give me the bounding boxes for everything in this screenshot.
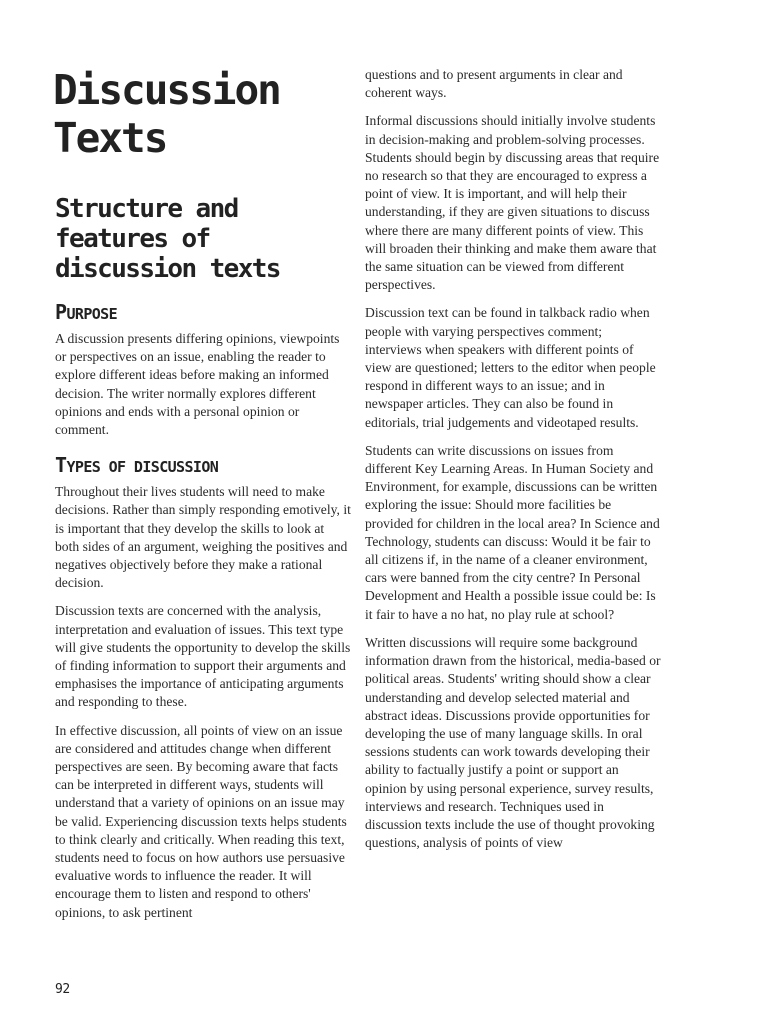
right-paragraph-4: Students can write discussions on issues from different Key Learning Areas. In Human Society and Environment, for example, discussions can be written exploring the issue: Should more facilities be provided for children in the local area? In Science and Technology, students can discuss: Would it be fair to all citizens if, in the name of a cleaner environment, cars were banned from the city centre? In Personal Development and Health a possible issue could be: Is it fair to have a no hat, no play rule at school? bbox=[365, 442, 660, 622]
types-heading bbox=[55, 453, 351, 479]
types-paragraph-1: Throughout their lives students will need to make decisions. Rather than simply responding emotively, it is important that they develop the skills to look at both sides of an argument, weighing the positives and negatives objectively before they make a rational decision. bbox=[55, 484, 351, 591]
chapter-title-line-2: Texts bbox=[53, 114, 167, 162]
right-column bbox=[365, 66, 661, 862]
purpose-paragraph: A discussion presents differing opinions, viewpoints or perspectives on an issue, enabling the reader to explore different ideas before making an informed decision. The writer normally explores different opinions and ends with a personal opinion or comment. bbox=[55, 331, 340, 438]
right-paragraph-2: Informal discussions should initially involve students in decision-making and problem-solving processes. Students should begin by discussing areas that require no research so that they are encouraged to express a point of view. It is important, and will help their understanding, if they are given situations to discuss where there are many different points of view. This will broaden their thinking and make them aware that the same situation can be viewed from different perspectives. bbox=[365, 113, 660, 293]
types-heading-initial: T bbox=[55, 453, 67, 478]
purpose-heading-initial: P bbox=[55, 300, 67, 324]
chapter-title bbox=[53, 66, 351, 162]
right-paragraph-3: Discussion text can be found in talkback radio when people with varying perspectives comment; interviews when speakers with different points of view are questioned; letters to the editor when people respond in different ways to an issue; and in newspaper articles. They can also be found in editorials, trial judgements and videotaped results. bbox=[365, 305, 656, 430]
right-paragraph-5: Written discussions will require some background information drawn from the historical, media-based or political areas. Students' writing should show a clear understanding and develop selected material and abstract ideas. Discussions provide opportunities for developing the use of many language skills. In oral sessions students can work towards developing their ability to factually justify a point or support an opinion by using personal experience, survey results, interviews and research. Techniques used in discussion texts include the use of thought provoking questions, analysis of points of view bbox=[365, 634, 661, 851]
purpose-heading-rest: URPOSE bbox=[66, 305, 118, 323]
types-heading-rest: YPES OF DISCUSSION bbox=[66, 458, 219, 477]
types-paragraph-2: Discussion texts are concerned with the analysis, interpretation and evaluation of issues. This text type will give students the opportunity to develop the skills of finding information to support their arguments and emphasises the importance of anticipating arguments and responding to these. bbox=[55, 603, 351, 710]
section-title: Structure and features of discussion texts bbox=[55, 194, 280, 284]
purpose-heading bbox=[55, 300, 351, 326]
page-number: 92 bbox=[55, 982, 70, 997]
left-column bbox=[55, 64, 351, 932]
types-paragraph-3: In effective discussion, all points of view on an issue are considered and attitudes change when different perspectives are seen. By becoming aware that facts can be interpreted in different ways, students will understand that a variety of opinions on an issue may be valid. Experiencing discussion texts helps students to think clearly and critically. When reading this text, students need to focus on how authors use persuasive evaluative words to influence the reader. It will encourage them to listen and respond to others' opinions, to ask pertinent bbox=[55, 722, 347, 920]
right-paragraph-1: questions and to present arguments in clear and coherent ways. bbox=[365, 67, 623, 101]
chapter-title-line-1: Discussion bbox=[53, 66, 280, 114]
